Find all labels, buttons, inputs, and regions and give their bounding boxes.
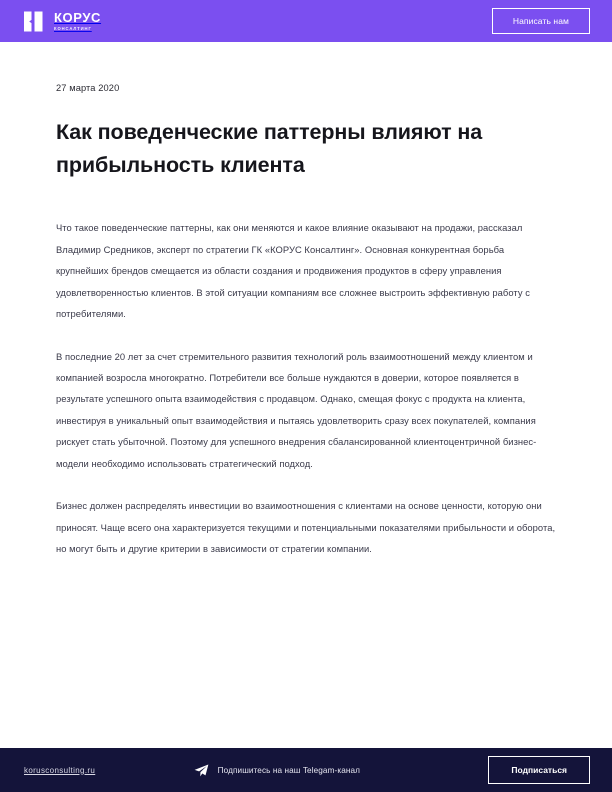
brand-text bbox=[54, 11, 101, 31]
site-header bbox=[0, 0, 612, 42]
page-title: Как поведенческие паттерны влияют на прибыльность клиента bbox=[56, 120, 483, 177]
footer-telegram-cta bbox=[95, 764, 488, 777]
site-footer bbox=[0, 748, 612, 792]
footer-cta-text: Подпишитесь на наш Telegam-канал bbox=[217, 765, 360, 775]
korus-logo-mark-icon bbox=[24, 10, 47, 33]
telegram-paper-plane-icon bbox=[194, 764, 209, 777]
brand-name: КОРУС bbox=[54, 10, 102, 26]
article-paragraph: Бизнес должен распределять инвестиции во взаимоотношения с клиентами на основе ценности, которую они приносят. Чаще всего она характеризуется текущими и потенциальными показателями прибыльности и оборота, но могут быть и другие критерии в зависимости от стратегии компании. bbox=[56, 500, 556, 555]
footer-website-link[interactable]: korusconsulting.ru bbox=[24, 765, 96, 775]
article-paragraph: Что такое поведенческие паттерны, как они меняются и какое влияние оказывают на продажи, рассказал Владимир Средников, эксперт по стратегии ГК «КОРУС Консалтинг». Основная конкурентная борьба крупнейших брендов смещается из области создания и продвижения продуктов в сферу управления удовлетворенностью клиентов. В этой ситуации компаниям все сложнее выстроить эффективную работу с потребителями. bbox=[56, 222, 530, 320]
article-date: 27 марта 2020 bbox=[56, 83, 120, 93]
article-paragraph: В последние 20 лет за счет стремительного развития технологий роль взаимоотношений между клиентом и компанией возросла многократно. Потребители все больше нуждаются в доверии, которое появляется в результате успешного опыта взаимодействия с продавцом. Однако, смещая фокус с продукта на клиента, инвестируя в уникальный опыт взаимодействия и пытаясь удовлетворить сразу всех покупателей, компания рискует стать убыточной. Поэтому для успешного внедрения сбалансированной клиентоцентричной бизнес-модели необходимо использовать стратегический подход. bbox=[56, 350, 537, 469]
article-content bbox=[0, 42, 612, 748]
brand-subtitle: КОНСАЛТИНГ bbox=[54, 25, 92, 31]
subscribe-button[interactable]: Подписаться bbox=[488, 756, 590, 784]
brand-logo[interactable] bbox=[24, 10, 101, 33]
contact-us-button[interactable]: Написать нам bbox=[492, 8, 590, 34]
